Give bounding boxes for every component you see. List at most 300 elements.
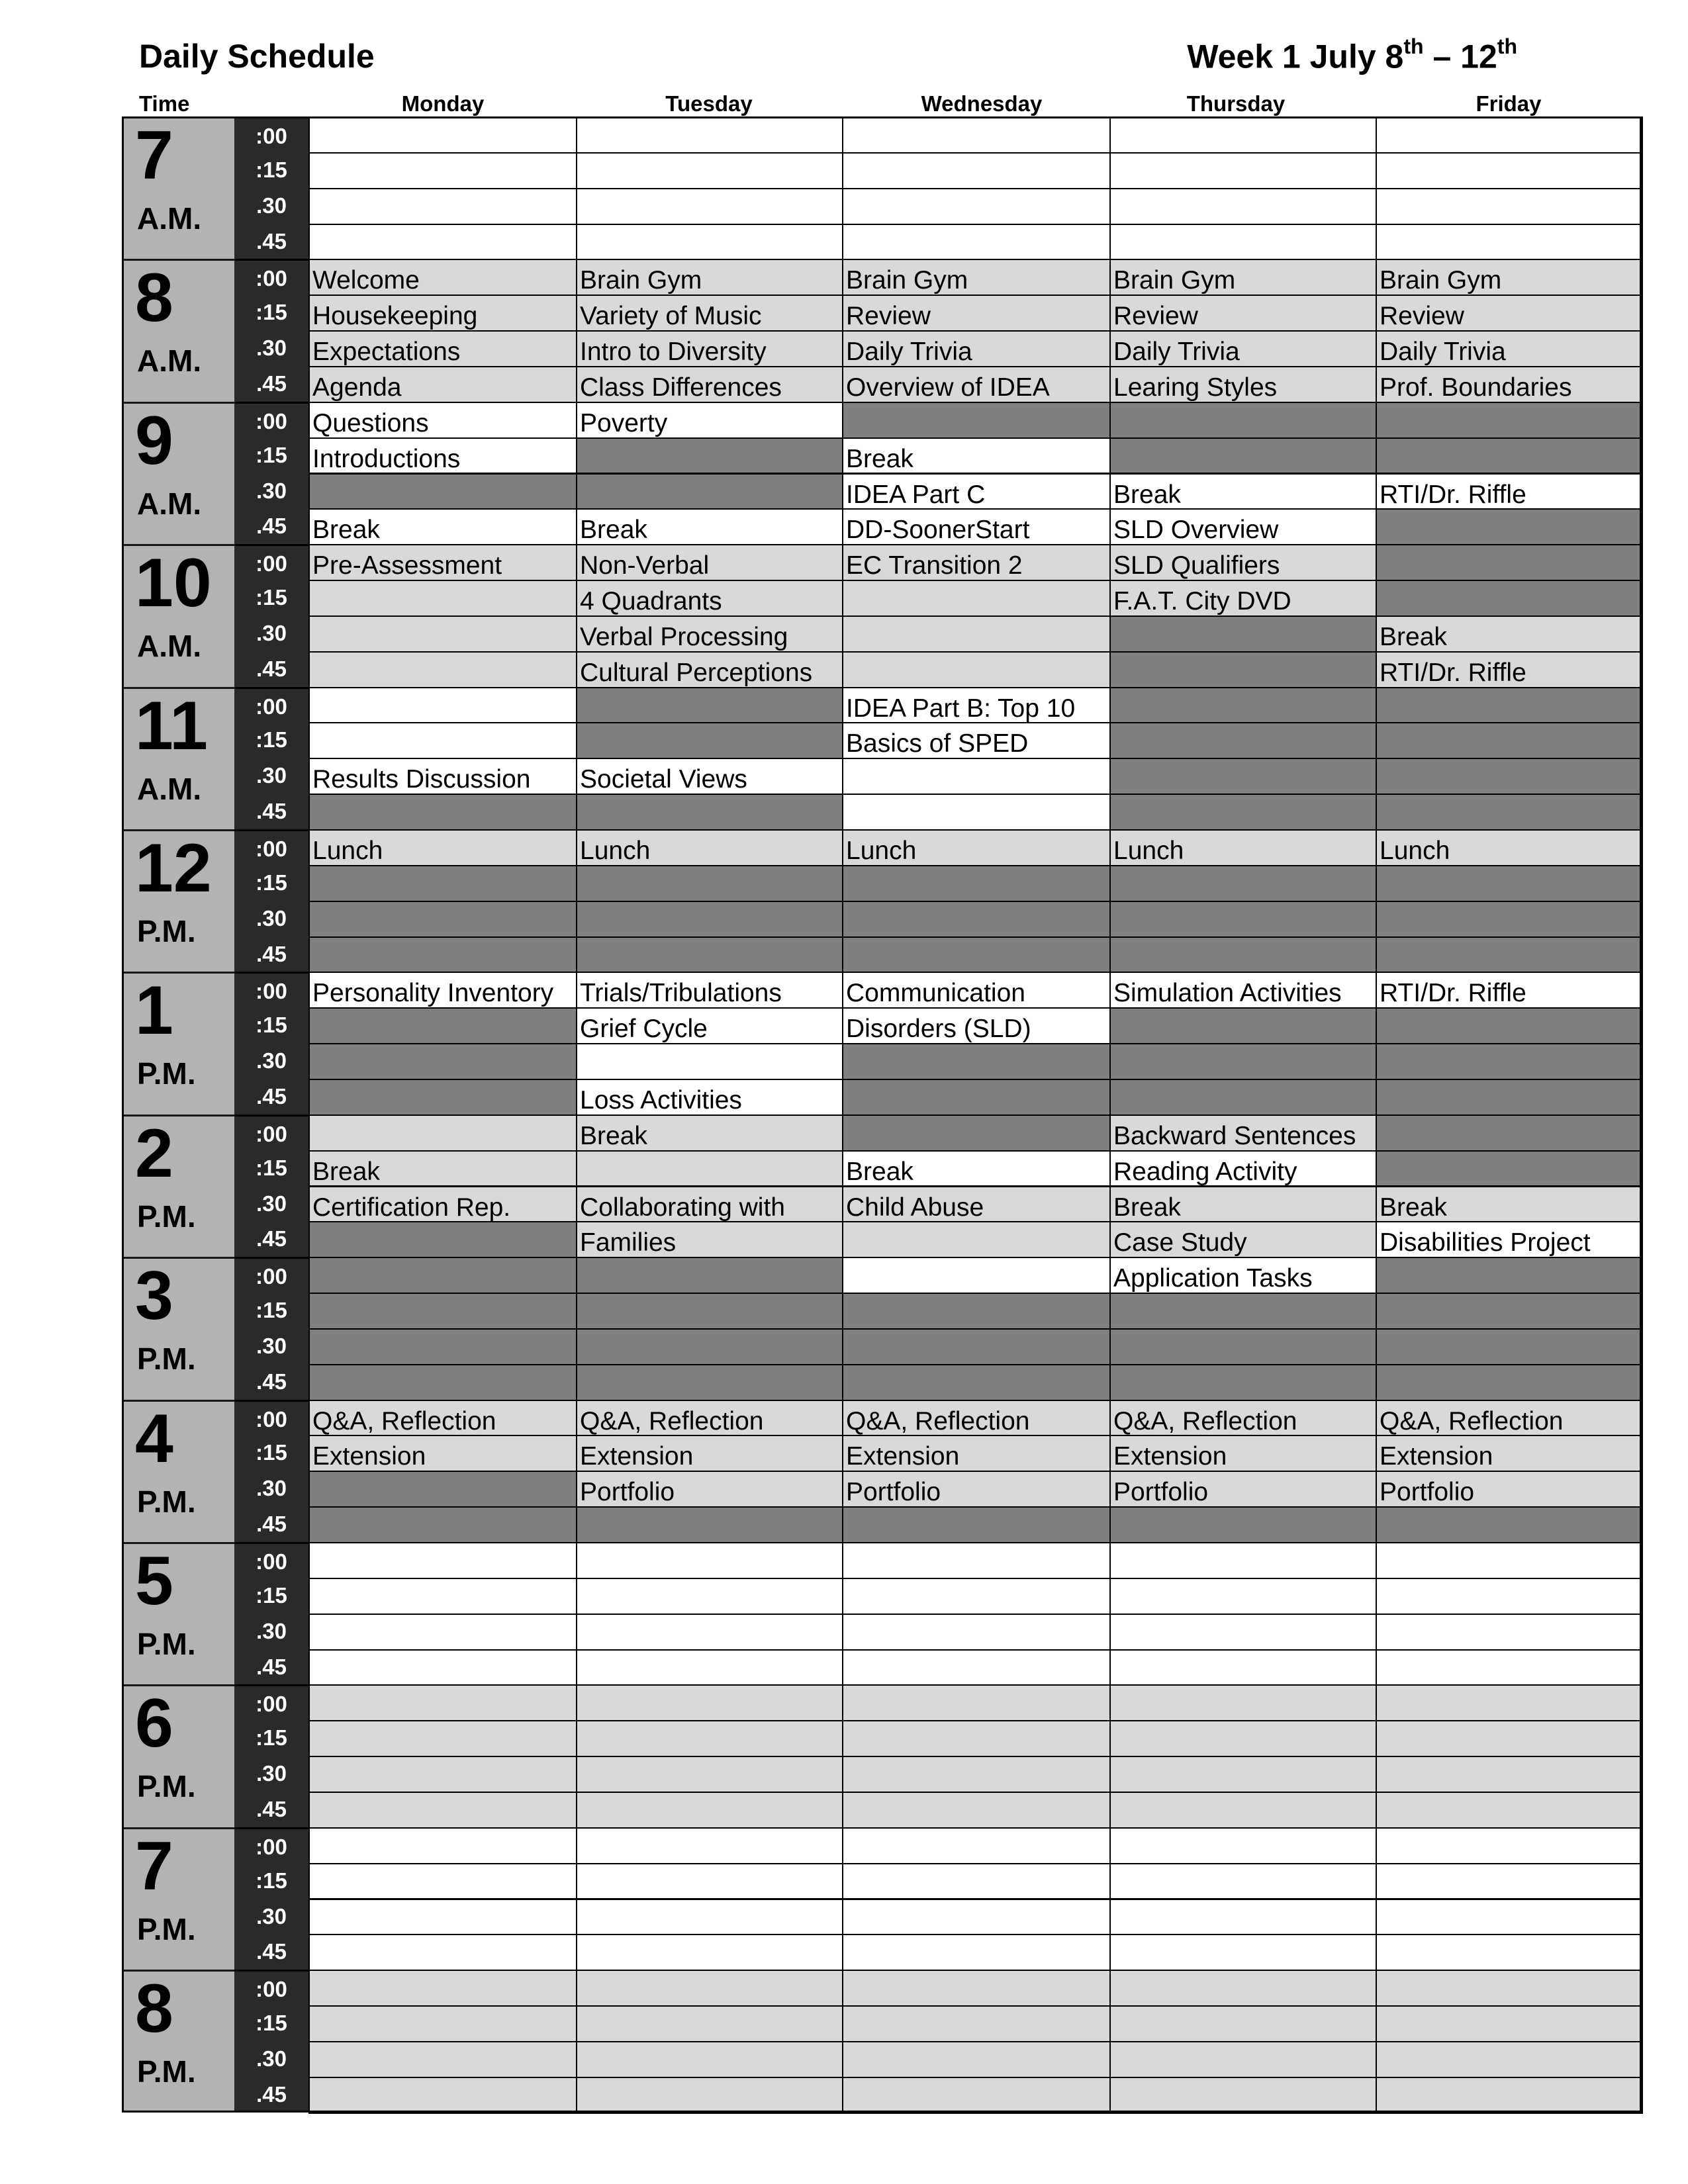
schedule-cell-wednesday bbox=[842, 1542, 1111, 1579]
minute-label: .45 bbox=[256, 1939, 287, 1964]
hour-number: 7 bbox=[135, 1827, 173, 1905]
schedule-cell-tuesday bbox=[576, 2041, 843, 2078]
hour-ampm: P.M. bbox=[137, 1769, 196, 1804]
schedule-cell-friday bbox=[1376, 1934, 1643, 1971]
schedule-cell-thursday bbox=[1109, 1792, 1377, 1829]
hour-block bbox=[122, 402, 234, 544]
schedule-cell-wednesday: Review bbox=[842, 295, 1111, 332]
hour-ampm: A.M. bbox=[137, 201, 202, 236]
schedule-cell-friday bbox=[1376, 936, 1643, 974]
schedule-cell-tuesday bbox=[576, 1043, 843, 1080]
schedule-cell-tuesday: Extension bbox=[576, 1435, 843, 1472]
day-header-tuesday: Tuesday bbox=[665, 91, 753, 116]
schedule-cell-wednesday bbox=[842, 1328, 1111, 1365]
schedule-cell-tuesday bbox=[576, 224, 843, 261]
schedule-cell-wednesday bbox=[842, 2041, 1111, 2078]
schedule-cell-thursday: Lunch bbox=[1109, 829, 1377, 866]
schedule-cell-friday bbox=[1376, 188, 1643, 225]
schedule-cell-friday bbox=[1376, 2077, 1643, 2114]
minute-label: :15 bbox=[256, 585, 287, 610]
schedule-cell-friday: Review bbox=[1376, 295, 1643, 332]
schedule-cell-friday bbox=[1376, 1293, 1643, 1330]
schedule-cell-wednesday bbox=[842, 1079, 1111, 1116]
schedule-cell-monday bbox=[308, 1293, 577, 1330]
minute-label: .30 bbox=[256, 2046, 287, 2071]
schedule-cell-thursday: Backward Sentences bbox=[1109, 1115, 1377, 1152]
schedule-cell-tuesday: Variety of Music bbox=[576, 295, 843, 332]
schedule-cell-friday: RTI/Dr. Riffle bbox=[1376, 651, 1643, 688]
schedule-cell-thursday bbox=[1109, 1007, 1377, 1044]
hour-ampm: P.M. bbox=[137, 2054, 196, 2089]
schedule-cell-friday: Disabilities Project bbox=[1376, 1221, 1643, 1258]
minute-label: :00 bbox=[234, 1257, 308, 1293]
schedule-cell-friday bbox=[1376, 1792, 1643, 1829]
minute-label: :15 bbox=[256, 1725, 287, 1751]
minute-label: :15 bbox=[256, 1868, 287, 1893]
schedule-cell-monday: Agenda bbox=[308, 366, 577, 403]
schedule-cell-monday bbox=[308, 1506, 577, 1543]
schedule-cell-friday bbox=[1376, 865, 1643, 902]
minute-label: .45 bbox=[256, 1083, 287, 1109]
schedule-cell-tuesday bbox=[576, 2005, 843, 2042]
schedule-cell-monday bbox=[308, 1614, 577, 1651]
schedule-cell-thursday bbox=[1109, 1578, 1377, 1615]
schedule-cell-friday bbox=[1376, 1827, 1643, 1864]
schedule-cell-tuesday: 4 Quadrants bbox=[576, 580, 843, 617]
schedule-cell-monday: Expectations bbox=[308, 330, 577, 367]
schedule-cell-tuesday: Poverty bbox=[576, 402, 843, 439]
schedule-cell-tuesday bbox=[576, 1614, 843, 1651]
minute-label: :00 bbox=[234, 116, 308, 152]
hour-number: 6 bbox=[135, 1685, 173, 1762]
schedule-cell-monday bbox=[308, 1720, 577, 1757]
schedule-cell-monday bbox=[308, 1007, 577, 1044]
minute-label: :00 bbox=[234, 1970, 308, 2005]
schedule-cell-thursday bbox=[1109, 865, 1377, 902]
schedule-cell-tuesday bbox=[576, 1756, 843, 1793]
schedule-cell-thursday: Simulation Activities bbox=[1109, 972, 1377, 1009]
schedule-cell-tuesday bbox=[576, 901, 843, 938]
minute-label: :00 bbox=[234, 687, 308, 723]
schedule-cell-friday bbox=[1376, 758, 1643, 795]
schedule-cell-friday bbox=[1376, 1578, 1643, 1615]
hour-ampm: P.M. bbox=[137, 1484, 196, 1519]
schedule-cell-wednesday bbox=[842, 116, 1111, 154]
schedule-cell-thursday bbox=[1109, 1899, 1377, 1936]
schedule-cell-thursday bbox=[1109, 402, 1377, 439]
schedule-cell-friday bbox=[1376, 1684, 1643, 1721]
hour-number: 5 bbox=[135, 1543, 173, 1619]
schedule-cell-tuesday: Q&A, Reflection bbox=[576, 1400, 843, 1437]
schedule-cell-friday bbox=[1376, 2041, 1643, 2078]
hour-number: 1 bbox=[135, 972, 173, 1050]
minute-label: .45 bbox=[256, 1369, 287, 1394]
schedule-cell-monday bbox=[308, 1221, 577, 1258]
schedule-cell-wednesday bbox=[842, 651, 1111, 688]
minute-label: :00 bbox=[234, 259, 308, 295]
hour-number: 4 bbox=[135, 1400, 173, 1477]
minute-label: .45 bbox=[256, 514, 287, 539]
schedule-cell-wednesday: Portfolio bbox=[842, 1471, 1111, 1508]
schedule-cell-friday bbox=[1376, 1970, 1643, 2007]
schedule-cell-friday: Break bbox=[1376, 615, 1643, 653]
schedule-cell-friday: Extension bbox=[1376, 1435, 1643, 1472]
schedule-cell-friday: Portfolio bbox=[1376, 1471, 1643, 1508]
schedule-cell-friday bbox=[1376, 1756, 1643, 1793]
schedule-cell-thursday: Application Tasks bbox=[1109, 1257, 1377, 1294]
schedule-cell-wednesday: Brain Gym bbox=[842, 259, 1111, 296]
schedule-cell-thursday bbox=[1109, 758, 1377, 795]
schedule-cell-friday bbox=[1376, 901, 1643, 938]
week-superscript-start: th bbox=[1403, 34, 1424, 58]
schedule-cell-friday bbox=[1376, 1007, 1643, 1044]
schedule-cell-monday bbox=[308, 1934, 577, 1971]
minute-label: :00 bbox=[234, 1684, 308, 1720]
schedule-cell-wednesday bbox=[842, 758, 1111, 795]
schedule-cell-thursday bbox=[1109, 1079, 1377, 1116]
hour-number: 10 bbox=[135, 545, 212, 622]
schedule-cell-thursday: Brain Gym bbox=[1109, 259, 1377, 296]
schedule-cell-wednesday bbox=[842, 1934, 1111, 1971]
schedule-cell-wednesday bbox=[842, 188, 1111, 225]
schedule-cell-thursday: Extension bbox=[1109, 1435, 1377, 1472]
schedule-cell-tuesday bbox=[576, 1293, 843, 1330]
hour-number: 7 bbox=[135, 117, 173, 194]
minute-label: .45 bbox=[256, 371, 287, 396]
schedule-cell-wednesday bbox=[842, 580, 1111, 617]
minute-label: :15 bbox=[256, 1582, 287, 1608]
schedule-cell-wednesday: IDEA Part B: Top 10 bbox=[842, 687, 1111, 724]
schedule-cell-friday bbox=[1376, 224, 1643, 261]
schedule-cell-monday bbox=[308, 936, 577, 974]
schedule-cell-monday: Welcome bbox=[308, 259, 577, 296]
hour-ampm: P.M. bbox=[137, 1199, 196, 1234]
schedule-cell-wednesday bbox=[842, 402, 1111, 439]
schedule-cell-friday bbox=[1376, 2005, 1643, 2042]
schedule-cell-tuesday: Lunch bbox=[576, 829, 843, 866]
hour-number: 8 bbox=[135, 1970, 173, 2048]
minute-label: :15 bbox=[256, 727, 287, 752]
schedule-cell-tuesday: Verbal Processing bbox=[576, 615, 843, 653]
schedule-cell-friday bbox=[1376, 1043, 1643, 1080]
schedule-cell-thursday bbox=[1109, 1756, 1377, 1793]
minute-label: .30 bbox=[256, 193, 287, 218]
schedule-cell-tuesday bbox=[576, 1863, 843, 1900]
minute-label: .45 bbox=[256, 2081, 287, 2107]
schedule-cell-tuesday bbox=[576, 473, 843, 510]
minute-label: .45 bbox=[256, 799, 287, 824]
schedule-cell-monday bbox=[308, 1364, 577, 1401]
schedule-cell-tuesday bbox=[576, 2077, 843, 2114]
hour-number: 9 bbox=[135, 402, 173, 479]
schedule-cell-tuesday bbox=[576, 794, 843, 831]
schedule-cell-thursday: Learing Styles bbox=[1109, 366, 1377, 403]
schedule-cell-tuesday: Cultural Perceptions bbox=[576, 651, 843, 688]
hour-ampm: A.M. bbox=[137, 343, 202, 379]
schedule-cell-thursday bbox=[1109, 687, 1377, 724]
schedule-cell-thursday bbox=[1109, 1043, 1377, 1080]
schedule-cell-friday bbox=[1376, 116, 1643, 154]
schedule-cell-thursday: F.A.T. City DVD bbox=[1109, 580, 1377, 617]
schedule-cell-thursday bbox=[1109, 1684, 1377, 1721]
hour-block bbox=[122, 1542, 234, 1684]
schedule-cell-monday bbox=[308, 224, 577, 261]
schedule-cell-tuesday bbox=[576, 1578, 843, 1615]
hour-ampm: A.M. bbox=[137, 771, 202, 806]
schedule-cell-friday bbox=[1376, 687, 1643, 724]
schedule-cell-monday: Certification Rep. bbox=[308, 1186, 577, 1223]
schedule-cell-tuesday: Class Differences bbox=[576, 366, 843, 403]
minute-label: :15 bbox=[256, 2011, 287, 2036]
minute-label: :15 bbox=[256, 870, 287, 895]
minute-label: .45 bbox=[256, 1512, 287, 1537]
hour-block bbox=[122, 116, 234, 259]
schedule-cell-monday bbox=[308, 687, 577, 724]
schedule-cell-wednesday bbox=[842, 1827, 1111, 1864]
schedule-cell-friday bbox=[1376, 1257, 1643, 1294]
schedule-cell-tuesday bbox=[576, 865, 843, 902]
schedule-cell-wednesday bbox=[842, 1043, 1111, 1080]
minute-label: :15 bbox=[256, 1440, 287, 1465]
schedule-cell-thursday: Q&A, Reflection bbox=[1109, 1400, 1377, 1437]
schedule-cell-tuesday bbox=[576, 1934, 843, 1971]
minute-label: :00 bbox=[234, 1400, 308, 1435]
schedule-cell-tuesday bbox=[576, 1649, 843, 1686]
schedule-cell-monday bbox=[308, 1257, 577, 1294]
minute-label: :15 bbox=[256, 300, 287, 325]
schedule-cell-wednesday bbox=[842, 1899, 1111, 1936]
schedule-cell-tuesday: Families bbox=[576, 1221, 843, 1258]
schedule-cell-thursday bbox=[1109, 1614, 1377, 1651]
schedule-cell-thursday bbox=[1109, 901, 1377, 938]
schedule-cell-tuesday: Brain Gym bbox=[576, 259, 843, 296]
week-superscript-end: th bbox=[1497, 34, 1517, 58]
schedule-cell-wednesday: IDEA Part C bbox=[842, 473, 1111, 510]
schedule-cell-wednesday bbox=[842, 2077, 1111, 2114]
schedule-cell-tuesday: Portfolio bbox=[576, 1471, 843, 1508]
schedule-cell-tuesday bbox=[576, 1827, 843, 1864]
schedule-cell-thursday: Portfolio bbox=[1109, 1471, 1377, 1508]
minute-label: :00 bbox=[234, 1115, 308, 1150]
schedule-cell-wednesday bbox=[842, 1293, 1111, 1330]
minute-label: .30 bbox=[256, 1903, 287, 1929]
schedule-cell-wednesday: Q&A, Reflection bbox=[842, 1400, 1111, 1437]
schedule-cell-tuesday bbox=[576, 188, 843, 225]
schedule-cell-wednesday bbox=[842, 1221, 1111, 1258]
schedule-cell-wednesday bbox=[842, 794, 1111, 831]
schedule-cell-monday bbox=[308, 1756, 577, 1793]
schedule-cell-monday: Questions bbox=[308, 402, 577, 439]
hour-block bbox=[122, 1970, 234, 2112]
schedule-cell-tuesday bbox=[576, 1328, 843, 1365]
schedule-cell-monday: Housekeeping bbox=[308, 295, 577, 332]
schedule-cell-monday bbox=[308, 152, 577, 189]
schedule-cell-friday bbox=[1376, 152, 1643, 189]
minute-label: .30 bbox=[256, 905, 287, 931]
hour-ampm: P.M. bbox=[137, 1911, 196, 1946]
minute-label: :00 bbox=[234, 829, 308, 865]
schedule-cell-friday bbox=[1376, 402, 1643, 439]
day-header-wednesday: Wednesday bbox=[921, 91, 1043, 116]
schedule-cell-monday bbox=[308, 1827, 577, 1864]
schedule-cell-thursday bbox=[1109, 1934, 1377, 1971]
schedule-cell-tuesday bbox=[576, 1506, 843, 1543]
minute-label: .30 bbox=[256, 1333, 287, 1358]
hour-ampm: A.M. bbox=[137, 486, 202, 521]
schedule-cell-monday bbox=[308, 1970, 577, 2007]
hour-number: 12 bbox=[135, 830, 212, 907]
schedule-cell-thursday: SLD Overview bbox=[1109, 508, 1377, 545]
schedule-cell-monday bbox=[308, 901, 577, 938]
schedule-cell-friday bbox=[1376, 1328, 1643, 1365]
minute-label: .30 bbox=[256, 1761, 287, 1786]
schedule-cell-wednesday bbox=[842, 1684, 1111, 1721]
schedule-cell-monday bbox=[308, 794, 577, 831]
schedule-cell-friday bbox=[1376, 1649, 1643, 1686]
schedule-cell-wednesday bbox=[842, 1578, 1111, 1615]
schedule-cell-tuesday bbox=[576, 1364, 843, 1401]
schedule-cell-thursday bbox=[1109, 1328, 1377, 1365]
schedule-cell-wednesday: Child Abuse bbox=[842, 1186, 1111, 1223]
schedule-cell-thursday bbox=[1109, 1720, 1377, 1757]
minute-label: .30 bbox=[256, 1476, 287, 1501]
hour-block bbox=[122, 259, 234, 401]
schedule-cell-friday: RTI/Dr. Riffle bbox=[1376, 972, 1643, 1009]
schedule-cell-friday: Lunch bbox=[1376, 829, 1643, 866]
schedule-cell-friday bbox=[1376, 580, 1643, 617]
schedule-cell-wednesday bbox=[842, 1756, 1111, 1793]
schedule-cell-tuesday: Non-Verbal bbox=[576, 544, 843, 581]
schedule-cell-monday bbox=[308, 116, 577, 154]
hour-ampm: A.M. bbox=[137, 629, 202, 664]
schedule-cell-monday bbox=[308, 1542, 577, 1579]
schedule-cell-monday: Q&A, Reflection bbox=[308, 1400, 577, 1437]
schedule-cell-friday: Prof. Boundaries bbox=[1376, 366, 1643, 403]
minute-label: .30 bbox=[256, 1618, 287, 1643]
schedule-cell-monday: Introductions bbox=[308, 437, 577, 475]
minute-label: .30 bbox=[256, 620, 287, 645]
schedule-cell-monday bbox=[308, 865, 577, 902]
schedule-cell-wednesday bbox=[842, 1115, 1111, 1152]
schedule-cell-thursday: Reading Activity bbox=[1109, 1150, 1377, 1187]
schedule-cell-thursday bbox=[1109, 1542, 1377, 1579]
schedule-cell-wednesday: DD-SoonerStart bbox=[842, 508, 1111, 545]
hour-number: 8 bbox=[135, 259, 173, 337]
schedule-cell-thursday bbox=[1109, 1506, 1377, 1543]
schedule-cell-tuesday bbox=[576, 1970, 843, 2007]
schedule-cell-monday bbox=[308, 580, 577, 617]
schedule-cell-monday: Personality Inventory bbox=[308, 972, 577, 1009]
minute-label: :15 bbox=[256, 157, 287, 182]
schedule-cell-friday: Q&A, Reflection bbox=[1376, 1400, 1643, 1437]
schedule-cell-tuesday bbox=[576, 1542, 843, 1579]
schedule-cell-friday bbox=[1376, 1720, 1643, 1757]
schedule-cell-wednesday bbox=[842, 2005, 1111, 2042]
schedule-cell-monday bbox=[308, 2005, 577, 2042]
schedule-cell-tuesday bbox=[576, 722, 843, 759]
schedule-cell-tuesday: Collaborating with bbox=[576, 1186, 843, 1223]
schedule-cell-monday: Extension bbox=[308, 1435, 577, 1472]
schedule-cell-monday bbox=[308, 615, 577, 653]
schedule-cell-friday bbox=[1376, 1506, 1643, 1543]
schedule-cell-thursday: Break bbox=[1109, 473, 1377, 510]
schedule-cell-wednesday bbox=[842, 1970, 1111, 2007]
schedule-cell-thursday bbox=[1109, 615, 1377, 653]
minute-label: :15 bbox=[256, 1155, 287, 1180]
schedule-cell-monday bbox=[308, 1684, 577, 1721]
schedule-cell-wednesday bbox=[842, 1649, 1111, 1686]
schedule-cell-monday bbox=[308, 1328, 577, 1365]
week-title bbox=[1187, 34, 1517, 76]
schedule-cell-friday bbox=[1376, 544, 1643, 581]
schedule-cell-monday bbox=[308, 1079, 577, 1116]
schedule-cell-wednesday bbox=[842, 865, 1111, 902]
schedule-cell-friday bbox=[1376, 1899, 1643, 1936]
schedule-cell-tuesday bbox=[576, 1150, 843, 1187]
schedule-cell-monday bbox=[308, 188, 577, 225]
schedule-cell-monday bbox=[308, 1899, 577, 1936]
schedule-cell-friday bbox=[1376, 1364, 1643, 1401]
schedule-cell-friday: Daily Trivia bbox=[1376, 330, 1643, 367]
schedule-cell-tuesday: Grief Cycle bbox=[576, 1007, 843, 1044]
schedule-cell-wednesday: Basics of SPED bbox=[842, 722, 1111, 759]
schedule-cell-wednesday bbox=[842, 1257, 1111, 1294]
schedule-cell-wednesday bbox=[842, 615, 1111, 653]
schedule-cell-tuesday: Intro to Diversity bbox=[576, 330, 843, 367]
schedule-cell-wednesday bbox=[842, 1863, 1111, 1900]
schedule-cell-thursday bbox=[1109, 936, 1377, 974]
schedule-cell-thursday: Case Study bbox=[1109, 1221, 1377, 1258]
schedule-cell-friday bbox=[1376, 1863, 1643, 1900]
schedule-cell-wednesday bbox=[842, 224, 1111, 261]
hour-block bbox=[122, 829, 234, 972]
schedule-cell-thursday: Review bbox=[1109, 295, 1377, 332]
schedule-cell-tuesday: Loss Activities bbox=[576, 1079, 843, 1116]
schedule-cell-wednesday bbox=[842, 1614, 1111, 1651]
minute-label: .45 bbox=[256, 656, 287, 681]
schedule-cell-friday bbox=[1376, 1079, 1643, 1116]
hour-ampm: P.M. bbox=[137, 1627, 196, 1661]
schedule-cell-wednesday: Disorders (SLD) bbox=[842, 1007, 1111, 1044]
minute-label: .45 bbox=[256, 1796, 287, 1821]
schedule-cell-thursday: SLD Qualifiers bbox=[1109, 544, 1377, 581]
minute-label: :15 bbox=[256, 1298, 287, 1323]
week-prefix: Week 1 July 8 bbox=[1187, 38, 1404, 75]
schedule-cell-friday bbox=[1376, 794, 1643, 831]
schedule-cell-wednesday bbox=[842, 901, 1111, 938]
schedule-cell-thursday bbox=[1109, 1827, 1377, 1864]
hour-block bbox=[122, 1115, 234, 1257]
schedule-cell-monday: Results Discussion bbox=[308, 758, 577, 795]
schedule-cell-thursday bbox=[1109, 1364, 1377, 1401]
schedule-cell-monday bbox=[308, 1649, 577, 1686]
time-column-header: Time bbox=[139, 91, 190, 116]
hour-number: 11 bbox=[135, 687, 208, 764]
schedule-cell-thursday bbox=[1109, 437, 1377, 475]
schedule-cell-friday bbox=[1376, 1542, 1643, 1579]
schedule-cell-tuesday bbox=[576, 936, 843, 974]
schedule-cell-tuesday bbox=[576, 687, 843, 724]
schedule-cell-wednesday bbox=[842, 1792, 1111, 1829]
schedule-cell-monday: Lunch bbox=[308, 829, 577, 866]
schedule-cell-wednesday bbox=[842, 152, 1111, 189]
schedule-cell-monday bbox=[308, 2041, 577, 2078]
minute-label: .45 bbox=[256, 941, 287, 966]
schedule-cell-monday bbox=[308, 1792, 577, 1829]
hour-block bbox=[122, 1827, 234, 1970]
schedule-cell-wednesday: Communication bbox=[842, 972, 1111, 1009]
schedule-cell-tuesday bbox=[576, 1684, 843, 1721]
